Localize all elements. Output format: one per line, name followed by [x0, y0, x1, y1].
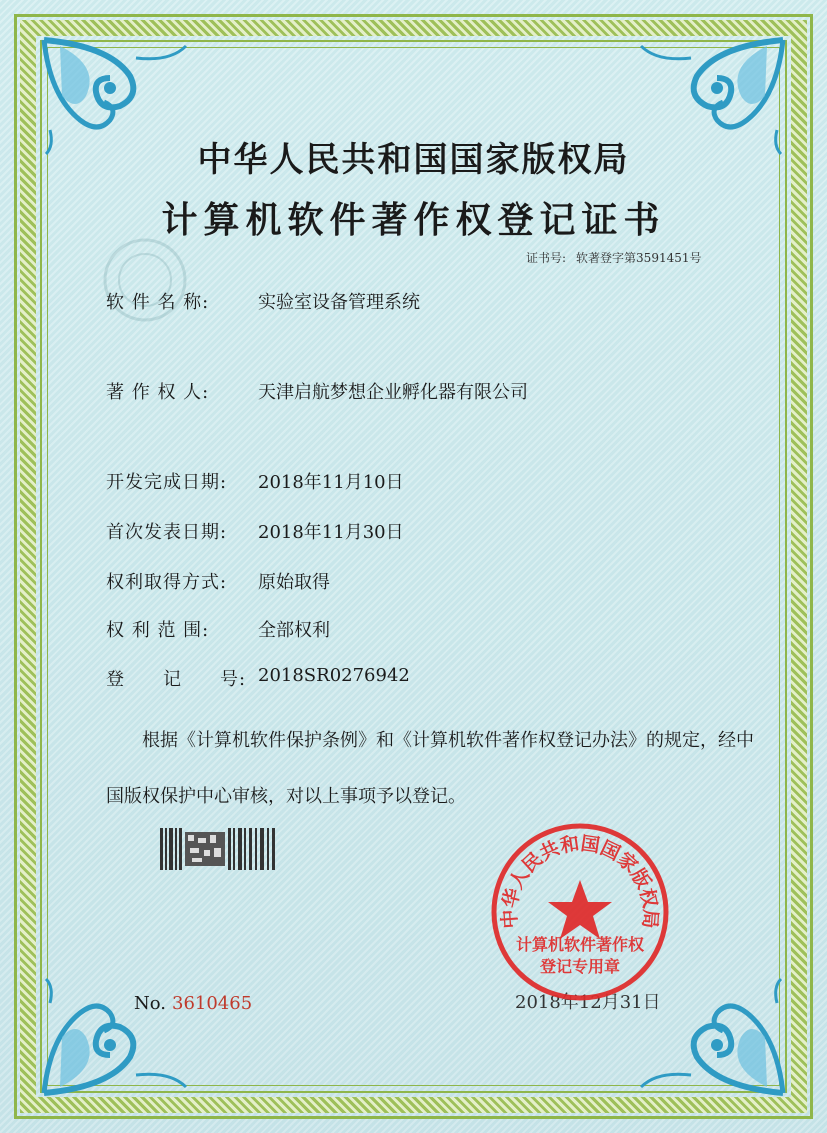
- field-value: 2018年11月30日: [258, 522, 404, 543]
- certificate-number-value: 软著登字第3591451号: [576, 251, 702, 265]
- field-value: 原始取得: [258, 572, 330, 593]
- field-value: 天津启航梦想企业孵化器有限公司: [258, 382, 528, 403]
- serial-number-value: 3610465: [172, 993, 253, 1014]
- field-value: 实验室设备管理系统: [258, 292, 420, 313]
- field-label: 权 利 范 围:: [106, 620, 210, 641]
- seal-line2: 登记专用章: [539, 957, 620, 976]
- barcode-icon: [160, 828, 280, 870]
- field-completion-date: [106, 468, 404, 494]
- field-software-name: [106, 288, 420, 314]
- issuer-title: 中华人民共和国国家版权局: [197, 140, 630, 180]
- certificate-number: [526, 249, 702, 266]
- serial-number-label: No.: [134, 993, 166, 1014]
- field-label: 开发完成日期:: [106, 472, 228, 493]
- official-seal: [488, 820, 672, 1004]
- field-label: 著 作 权 人:: [106, 382, 210, 403]
- field-registration-number: [106, 665, 410, 691]
- field-label: 权利取得方式:: [106, 572, 228, 593]
- certificate-title: 计算机软件著作权登记证书: [161, 200, 666, 241]
- seal-ring-text: 中华人民共和国国家版权局: [498, 832, 662, 930]
- registration-statement: 根据《计算机软件保护条例》和《计算机软件著作权登记办法》的规定，经中国版权保护中心审核，对以上事项予以登记。: [106, 730, 754, 807]
- field-value: 全部权利: [258, 620, 330, 641]
- seal-line1: 计算机软件著作权: [515, 935, 644, 954]
- field-value: 2018年11月10日: [258, 472, 404, 493]
- field-label: 软 件 名 称:: [106, 292, 210, 313]
- field-copyright-owner: [106, 378, 528, 404]
- issue-date: 2018年12月31日: [515, 992, 661, 1013]
- serial-number: [134, 993, 252, 1014]
- field-value: 2018SR0276942: [258, 665, 410, 686]
- field-label: 登 记 号:: [106, 669, 247, 690]
- field-acquisition-method: [106, 568, 330, 594]
- certificate-number-label: 证书号:: [526, 251, 567, 265]
- field-label: 首次发表日期:: [106, 522, 228, 543]
- field-rights-scope: [106, 616, 330, 642]
- field-publication-date: [106, 518, 404, 544]
